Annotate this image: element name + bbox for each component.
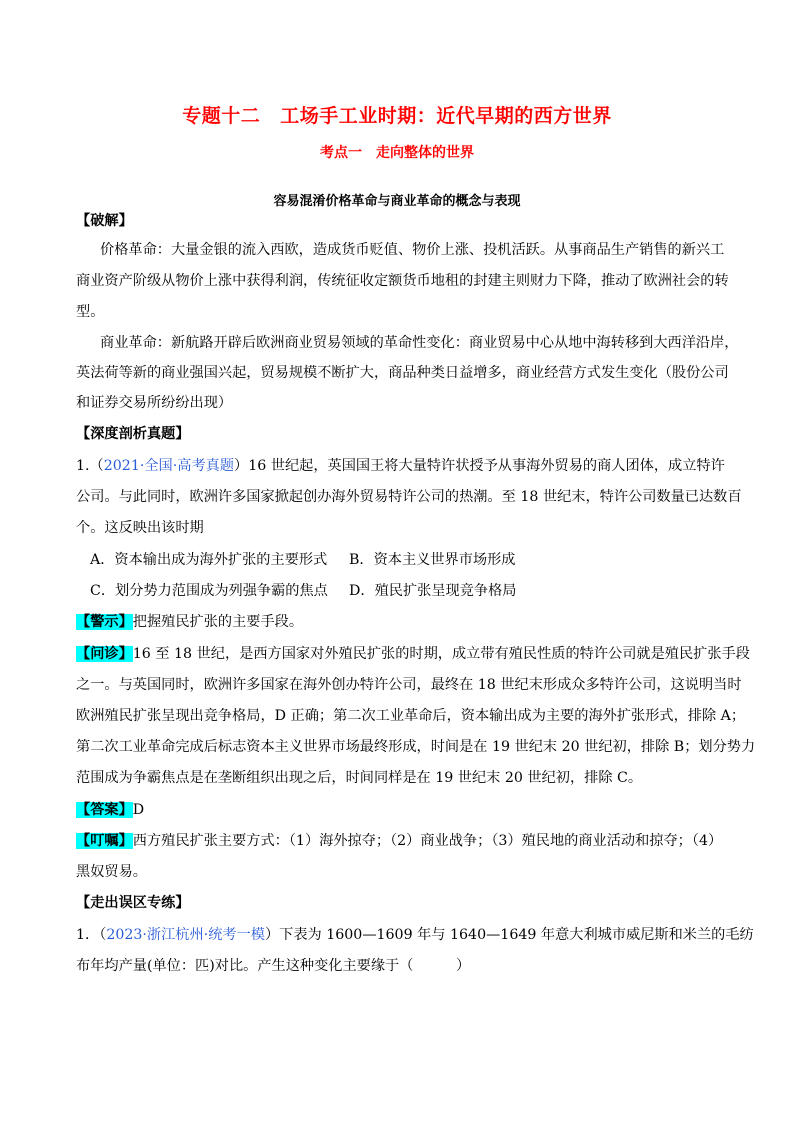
answer-text: D <box>132 802 145 818</box>
subtitle-part-b: 走向整体的世界 <box>376 145 474 161</box>
option-b: B．资本主义世界市场形成 <box>349 552 516 568</box>
option-a: A．资本输出成为海外扩张的主要形式 <box>90 552 328 568</box>
diagnosis-text: 16 至 18 世纪，是西方国家对外殖民扩张的时期，成立带有殖民性质的特许公司就是殖民扩张手段 <box>132 646 750 662</box>
zhenti-heading: 【深度剖析真题】 <box>76 426 190 442</box>
answer-tag: 【答案】 <box>76 802 133 818</box>
answer-line <box>76 799 726 819</box>
question-source-scope: 全国 <box>144 458 173 474</box>
subtitle-part-a: 考点一 <box>320 145 362 161</box>
question-stem: 16 世纪起，英国国王将大量特许状授予从事海外贸易的商人团体，成立特许 <box>248 458 725 474</box>
practice-question-number: 1．（ <box>76 927 107 943</box>
topic-heading: 容易混淆价格革命与商业革命的概念与表现 <box>273 194 521 209</box>
jiejie-p2-line: 商业革命：新航路开辟后欧洲商业贸易领域的革命性变化：商业贸易中心从地中海转移到大西洋沿岸， <box>100 335 739 351</box>
section-subtitle <box>0 142 794 162</box>
title-part-b: 工场手工业时期：近代早期的西方世界 <box>280 105 612 127</box>
practice-question-line: 布年均产量(单位：匹)对比。产生这种变化主要缘于（ ） <box>76 958 471 974</box>
diagnosis-tag: 【问诊】 <box>76 646 133 662</box>
jiejie-p1-line: 价格革命：大量金银的流入西欧，造成货币贬值、物价上涨、投机活跃。从事商品生产销售的新兴工 <box>100 242 725 258</box>
diagnosis-line: 第二次工业革命完成后标志资本主义世界市场最终形成，时间是在 19 世纪末 20 世纪初，排除 B；划分势力 <box>76 739 756 755</box>
practice-question-source: 2023·浙江杭州·统考一模 <box>106 927 265 943</box>
diagnosis-line: 之一。与英国同时，欧洲许多国家在海外创办特许公司，最终在 18 世纪末形成众多特许公司，这说明当时 <box>76 677 742 693</box>
question-stem-line: 公司。与此同时，欧洲许多国家掀起创办海外贸易特许公司的热潮。至 18 世纪末，特许公司数量已达数百 <box>76 489 742 505</box>
jiejie-p1-line: 商业资产阶级从物价上涨中获得利润，传统征收定额货币地租的封建主则财力下降，推动了欧洲社会的转 <box>76 273 729 289</box>
question-1-line <box>76 455 726 475</box>
jiejie-p2-line: 和证券交易所纷纷出现） <box>76 395 233 411</box>
diagnosis-line <box>76 643 750 663</box>
question-number: 1.（ <box>76 458 104 474</box>
source-close: ） <box>234 458 249 474</box>
option-d: D．殖民扩张呈现竞争格局 <box>349 583 517 599</box>
jiejie-p1-line: 型。 <box>76 304 105 320</box>
source-separator: · <box>172 458 178 474</box>
option-c: C．划分势力范围成为列强争霸的焦点 <box>90 583 328 599</box>
jiejie-heading: 【破解】 <box>76 213 133 229</box>
question-source-year: 2021 <box>103 458 140 474</box>
reminder-line: 黑奴贸易。 <box>76 864 147 880</box>
jiejie-p2-line: 英法荷等新的商业强国兴起，贸易规模不断扩大，商品种类日益增多，商业经营方式发生变化（股份公司 <box>76 365 729 381</box>
diagnosis-line: 欧洲殖民扩张呈现出竞争格局，D 正确；第二次工业革命后，资本输出成为主要的海外扩张形式，排除 A； <box>76 708 746 724</box>
practice-question-line <box>76 924 754 944</box>
title-part-a: 专题十二 <box>182 105 261 127</box>
warning-tag: 【警示】 <box>76 614 133 630</box>
source-separator: · <box>139 458 145 474</box>
diagnosis-line: 范围成为争霸焦点是在垄断组织出现之后，时间同样是在 19 世纪末 20 世纪初，排除 C。 <box>76 770 643 786</box>
warning-text: 把握殖民扩张的主要手段。 <box>132 614 304 630</box>
question-source-type: 高考真题 <box>177 458 235 474</box>
warning-line <box>76 611 726 631</box>
reminder-tag: 【叮嘱】 <box>76 833 133 849</box>
practice-heading: 【走出误区专练】 <box>76 895 190 911</box>
reminder-line <box>76 830 726 850</box>
question-stem-line: 个。这反映出该时期 <box>76 520 204 536</box>
page-title <box>0 101 794 128</box>
reminder-text: 西方殖民扩张主要方式：（1）海外掠夺；（2）商业战争；（3）殖民地的商业活动和掠夺；（4） <box>132 833 723 849</box>
practice-question-stem: ）下表为 1600—1609 年与 1640—1649 年意大利城市威尼斯和米兰的毛纺 <box>264 927 754 943</box>
